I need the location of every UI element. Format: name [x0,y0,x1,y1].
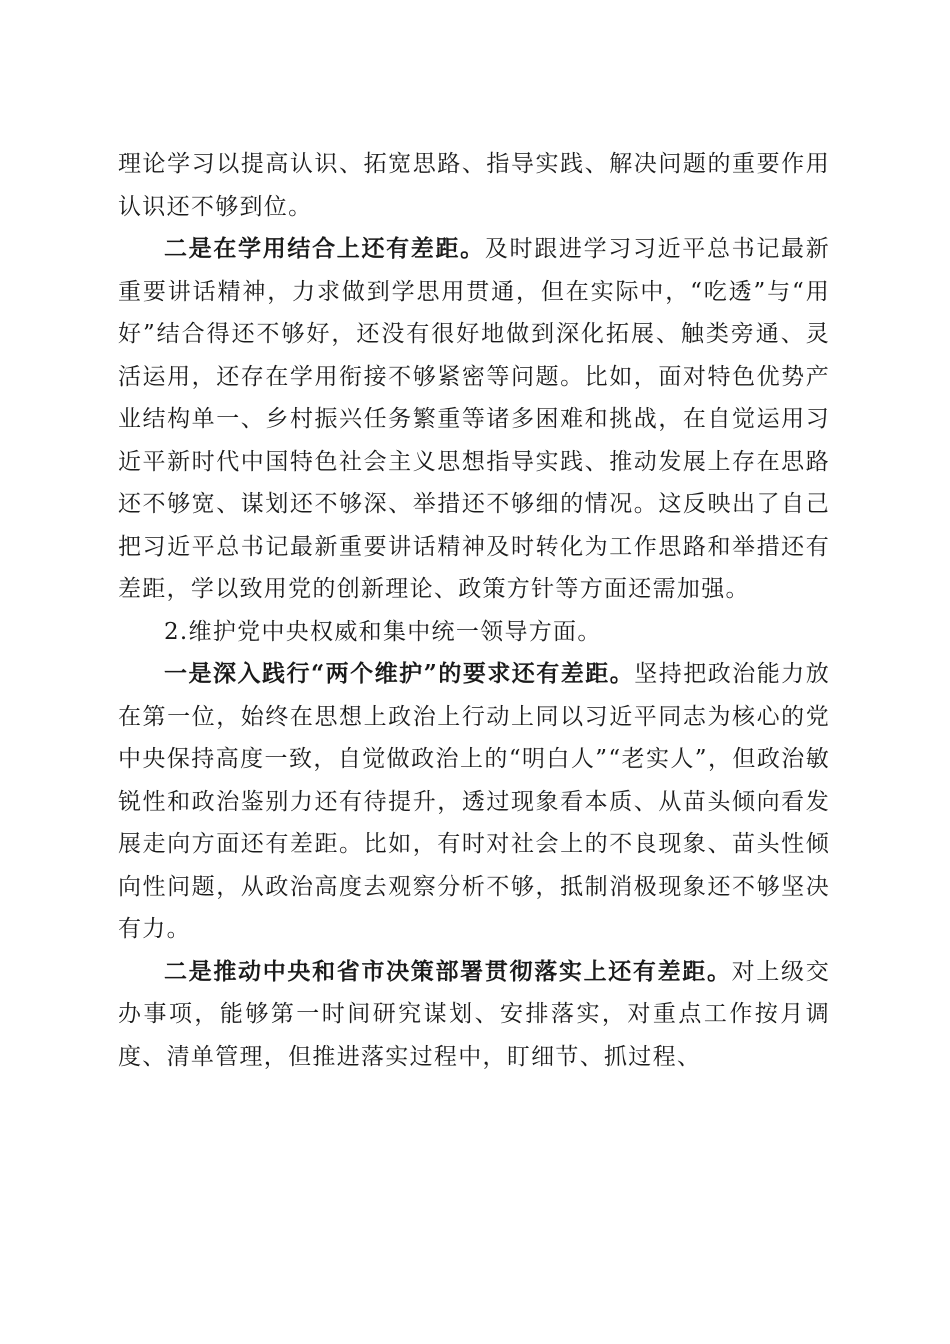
paragraph-study-application-gap [118,228,830,611]
paragraph-two-safeguards-gap [118,653,830,951]
paragraph-text: 理论学习以提高认识、拓宽思路、指导实践、解决问题的重要作用认识还不够到位。 [118,151,830,220]
paragraph-text: 及时跟进学习习近平总书记最新重要讲话精神，力求做到学思用贯通，但在实际中，“吃透”与“用好”结合得还不够好，还没有很好地做到深化拓展、触类旁通、灵活运用，还存在学用衔接不够紧密等问题。比如，面对特色优势产业结构单一、乡村振兴任务繁重等诸多困难和挑战，在自觉运用习近平新时代中国特色社会主义思想指导实践、推动发展上存在思路还不够宽、谋划还不够深、举措还不够细的情况。这反映出了自己把习近平总书记最新重要讲话精神及时转化为工作思路和举措还有差距，学以致用党的创新理论、政策方针等方面还需加强。 [118,236,831,602]
paragraph-implementation-gap [118,951,830,1079]
section-heading-authority [118,611,830,654]
paragraph-continuation [118,143,830,228]
paragraph-heading: 二是在学用结合上还有差距。 [164,235,485,262]
document-body [118,143,830,1078]
paragraph-heading: 二是推动中央和省市决策部署贯彻落实上还有差距。 [164,957,732,985]
paragraph-heading: 一是深入践行“两个维护”的要求还有差距。 [164,660,635,687]
paragraph-text: 坚持把政治能力放在第一位，始终在思想上政治上行动上同以习近平同志为核心的党中央保持高度一致，自觉做政治上的“明白人”“老实人”，但政治敏锐性和政治鉴别力还有待提升，透过现象看本质、从苗头倾向看发展走向方面还有差距。比如，有时对社会上的不良现象、苗头性倾向性问题，从政治高度去观察分析不够，抵制消极现象还不够坚决有力。 [118,661,830,942]
section-heading-text: 2.维护党中央权威和集中统一领导方面。 [164,618,602,645]
paragraph-text: 对上级交办事项，能够第一时间研究谋划、安排落实，对重点工作按月调度、清单管理，但推进落实过程中，盯细节、抓过程、 [118,958,830,1070]
